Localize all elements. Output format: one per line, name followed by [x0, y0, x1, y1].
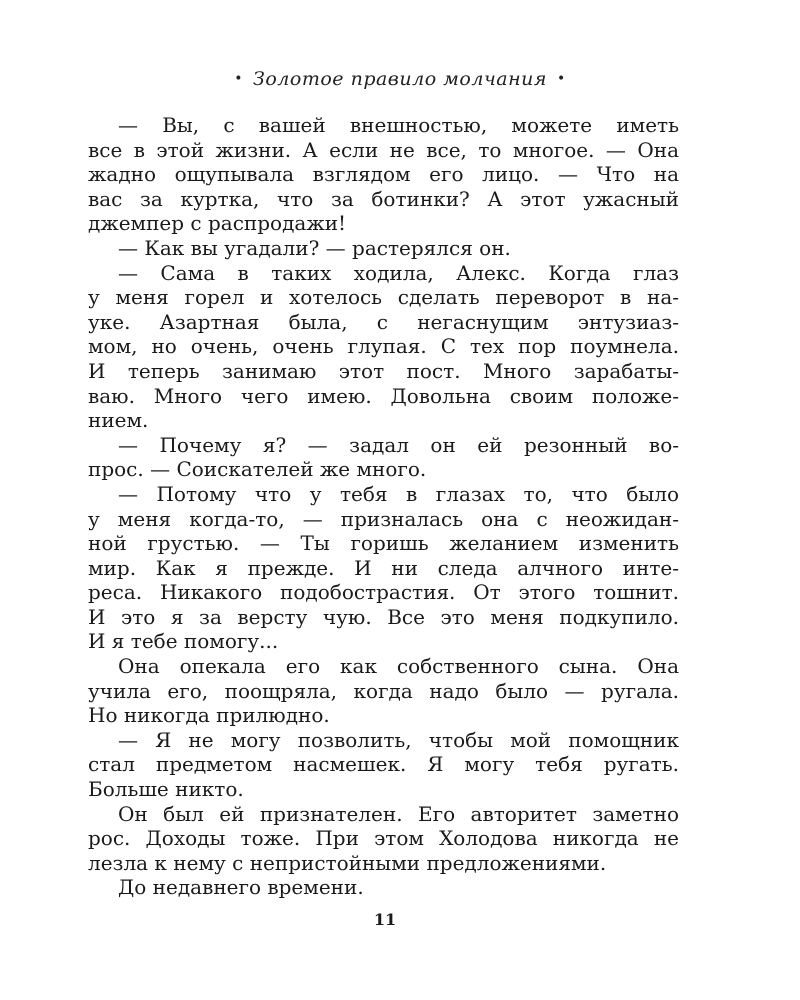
running-head	[0, 68, 800, 90]
text-line: прос. — Соискателей же много.	[88, 457, 427, 482]
text-line: мир. Как я прежде. И ни следа алчного инте-	[88, 555, 679, 580]
text-line: Больше никто.	[88, 777, 244, 802]
book-title: Золотое правило молчания	[253, 68, 547, 90]
text-line: И это я за версту чую. Все это меня подкупило.	[88, 604, 679, 629]
text-line: жадно ощупывала взглядом его лицо. — Что на	[88, 162, 679, 187]
text-line: Она опекала его как собственного сына. Она	[118, 654, 679, 679]
text-line: — Сама в таких ходила, Алекс. Когда глаз	[118, 260, 679, 285]
text-line: — Почему я? — задал он ей резонный во-	[118, 432, 679, 457]
text-line: нием.	[88, 408, 149, 433]
text-line: вас за куртка, что за ботинки? А этот ужасный	[88, 186, 679, 211]
text-line: рос. Доходы тоже. При этом Холодова никогда не	[88, 826, 679, 851]
text-line: И я тебе помогу...	[88, 629, 279, 654]
text-line: — Как вы угадали? — растерялся он.	[118, 235, 511, 260]
text-line: джемпер с распродажи!	[88, 211, 347, 236]
header-bullet-left: •	[234, 71, 244, 87]
page-body	[88, 113, 679, 900]
text-line: ной грустью. — Ты горишь желанием изменить	[88, 531, 679, 556]
text-line: ваю. Много чего имею. Довольна своим положе-	[88, 383, 679, 408]
text-line: у меня горел и хотелось сделать переворот в на-	[88, 285, 679, 310]
text-line: учила его, поощряла, когда надо было — ругала.	[88, 678, 679, 703]
text-line: — Я не могу позволить, чтобы мой помощник	[118, 727, 679, 752]
text-line: Он был ей признателен. Его авторитет заметно	[118, 801, 679, 826]
text-line: — Вы, с вашей внешностью, можете иметь	[118, 113, 679, 137]
page-number: 11	[373, 910, 397, 929]
text-line: — Потому что у тебя в глазах то, что было	[118, 481, 679, 506]
text-line: стал предметом насмешек. Я могу тебя ругать.	[88, 752, 679, 777]
header-bullet-right: •	[556, 71, 566, 87]
text-line: лезла к нему с непристойными предложениями.	[88, 850, 607, 875]
text-line: До недавнего времени.	[118, 875, 364, 900]
text-line: мом, но очень, очень глупая. С тех пор поумнела.	[88, 334, 679, 359]
text-line: реса. Никакого подобострастия. От этого тошнит.	[88, 580, 679, 605]
text-line: И теперь занимаю этот пост. Много зарабаты-	[88, 358, 679, 383]
text-line: у меня когда-то, — призналась она с неожидан-	[88, 506, 679, 531]
text-line: все в этой жизни. А если не все, то многое. — Она	[88, 137, 679, 162]
text-line: уке. Азартная была, с негаснущим энтузиаз-	[88, 309, 679, 334]
text-line: Но никогда прилюдно.	[88, 703, 330, 728]
